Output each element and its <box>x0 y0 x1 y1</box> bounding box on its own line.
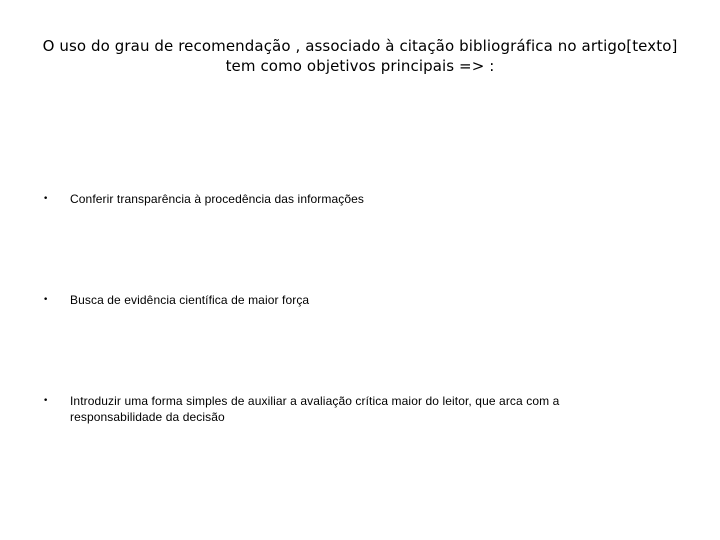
bullet-icon: • <box>43 295 49 305</box>
bullet-text: Busca de evidência científica de maior força <box>70 293 310 307</box>
bullet-icon: • <box>43 396 49 406</box>
slide-title-line-1: O uso do grau de recomendação , associado à citação bibliográfica no artigo[texto] <box>42 37 678 55</box>
bullet-icon: • <box>43 194 49 204</box>
bullet-text: Conferir transparência à procedência das informações <box>70 192 365 206</box>
slide-title-line-2: tem como objetivos principais => : <box>225 57 495 75</box>
bullet-text: Introduzir uma forma simples de auxiliar a avaliação crítica maior do leitor, que arca com a responsabilidade da decisão <box>70 394 560 424</box>
